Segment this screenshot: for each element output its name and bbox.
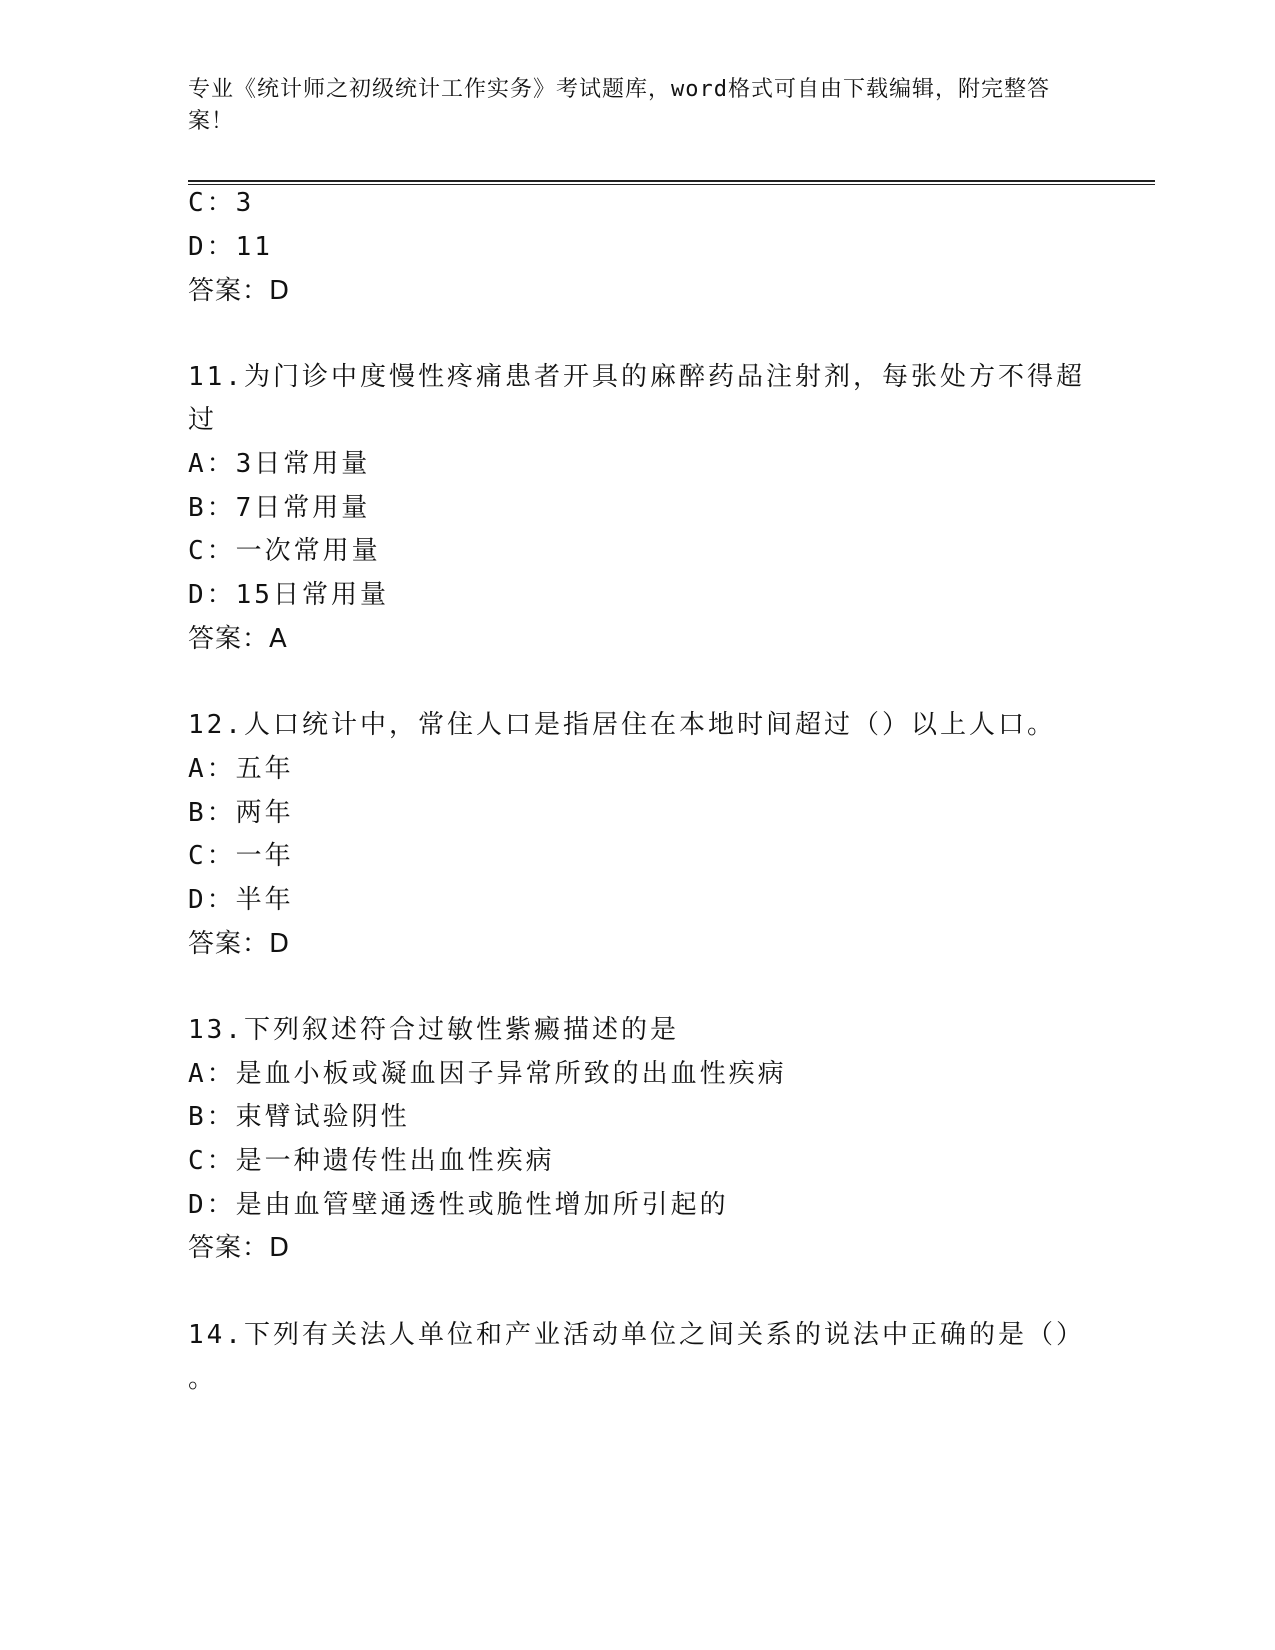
- answer-line: 答案：D: [188, 276, 291, 306]
- option-a: A：五年: [188, 754, 294, 784]
- option-b: B：7日常用量: [188, 493, 371, 523]
- option-d: D：半年: [188, 885, 294, 915]
- answer-line: 答案：D: [188, 1233, 291, 1263]
- page-header: 专业《统计师之初级统计工作实务》考试题库，word格式可自由下载编辑，附完整答案！: [188, 77, 1050, 134]
- option-a: A：3日常用量: [188, 449, 371, 479]
- option-c: C：一年: [188, 841, 294, 871]
- option-c: C：一次常用量: [188, 536, 381, 566]
- option-d: D：是由血管壁通透性或脆性增加所引起的: [188, 1190, 729, 1220]
- option-d: D：15日常用量: [188, 580, 389, 610]
- question-stem: 12.人口统计中，常住人口是指居住在本地时间超过（）以上人口。: [188, 710, 1056, 740]
- option-a: A：是血小板或凝血因子异常所致的出血性疾病: [188, 1059, 787, 1089]
- question-stem-continued: 过: [188, 405, 218, 435]
- question-stem-continued: 。: [188, 1364, 218, 1394]
- answer-line: 答案：A: [188, 624, 288, 654]
- option-b: B：束臂试验阴性: [188, 1102, 410, 1132]
- question-stem: 11.为门诊中度慢性疼痛患者开具的麻醉药品注射剂，每张处方不得超: [188, 362, 1085, 392]
- option-b: B：两年: [188, 798, 294, 828]
- option-d: D：11: [188, 232, 273, 262]
- question-stem: 14.下列有关法人单位和产业活动单位之间关系的说法中正确的是（）: [188, 1320, 1085, 1350]
- header-divider-thin: [188, 184, 1155, 185]
- answer-line: 答案：D: [188, 929, 291, 959]
- option-c: C：3: [188, 188, 255, 218]
- option-c: C：是一种遗传性出血性疾病: [188, 1146, 555, 1176]
- header-divider: [188, 180, 1155, 182]
- question-stem: 13.下列叙述符合过敏性紫癜描述的是: [188, 1015, 679, 1045]
